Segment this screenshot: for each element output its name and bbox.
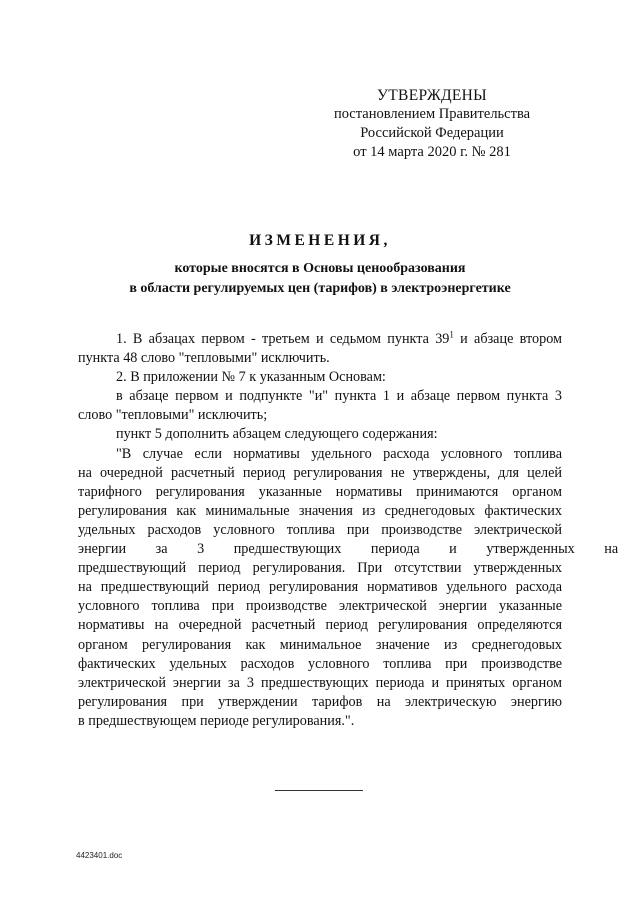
quote-line: на предшествующий период регулирования нормативов удельного расхода [78, 579, 562, 596]
subtitle-line: которые вносятся в Основы ценообразования [174, 261, 466, 276]
quote-line: электрической энергии за 3 предшествующих периода и принятых органом [78, 674, 562, 691]
quote-line: на очередной расчетный период регулирования не утверждены, для целей [78, 464, 562, 481]
quote-line: органом регулирования как минимальное значение из среднегодовых [78, 636, 562, 653]
subtitle-line: в области регулируемых цен (тарифов) в электроэнергетике [129, 281, 511, 296]
quote-line: регулирования при утверждении тарифов на электрическую энергию [78, 693, 562, 710]
file-reference: 4423401.doc [76, 851, 123, 860]
quote-line: в предшествующем периоде регулирования.". [78, 712, 355, 729]
end-divider [275, 790, 363, 791]
approval-date-number: от 14 марта 2020 г. № 281 [353, 144, 511, 160]
approval-line: постановлением Правительства [333, 106, 531, 122]
paragraph-3 [78, 387, 562, 425]
quoted-paragraph [78, 445, 619, 731]
paragraph-2: 2. В приложении № 7 к указанным Основам: [116, 369, 386, 386]
superscript: 1 [449, 329, 454, 340]
quote-line: нормативы на очередной расчетный период регулирования определяются [78, 617, 562, 634]
paragraph-line: 1. В абзацах первом - третьем и седьмом пункта $39^1$ и абзаце втором [116, 329, 562, 347]
quote-line: предшествующий период регулирования. При отсутствии утвержденных [78, 560, 562, 577]
quote-line: энергии за 3 предшествующих периода и утвержденных на [78, 541, 619, 558]
quote-line: условного топлива при производстве электрической энергии указанные [78, 598, 562, 615]
quote-line: "В случае если нормативы удельного расхода условного топлива [116, 445, 562, 462]
paragraph-line: слово "тепловыми" исключить; [78, 407, 268, 424]
approval-line: Российской Федерации [360, 125, 504, 141]
document-subtitle [0, 259, 640, 299]
paragraph-line: пункта 48 слово "тепловыми" исключить. [78, 350, 330, 367]
paragraph-1 [78, 330, 562, 368]
document-body [78, 329, 619, 731]
approval-stamp: УТВЕРЖДЕНЫ [377, 87, 487, 104]
approval-block [312, 86, 552, 162]
quote-line: фактических удельных расходов условного топлива при производстве [78, 655, 562, 672]
paragraph-line: в абзаце первом и подпункте "и" пункта 1 и абзаце первом пункта 3 [116, 388, 562, 405]
quote-line: удельных расходов условного топлива при производстве электрической [78, 521, 562, 538]
paragraph-4: пункт 5 дополнить абзацем следующего содержания: [116, 426, 438, 443]
quote-line: регулирования как минимальные значения из среднегодовых фактических [78, 502, 562, 519]
quote-line: тарифного регулирования указанные нормативы принимаются органом [78, 483, 562, 500]
document-title: ИЗМЕНЕНИЯ, [249, 232, 391, 249]
